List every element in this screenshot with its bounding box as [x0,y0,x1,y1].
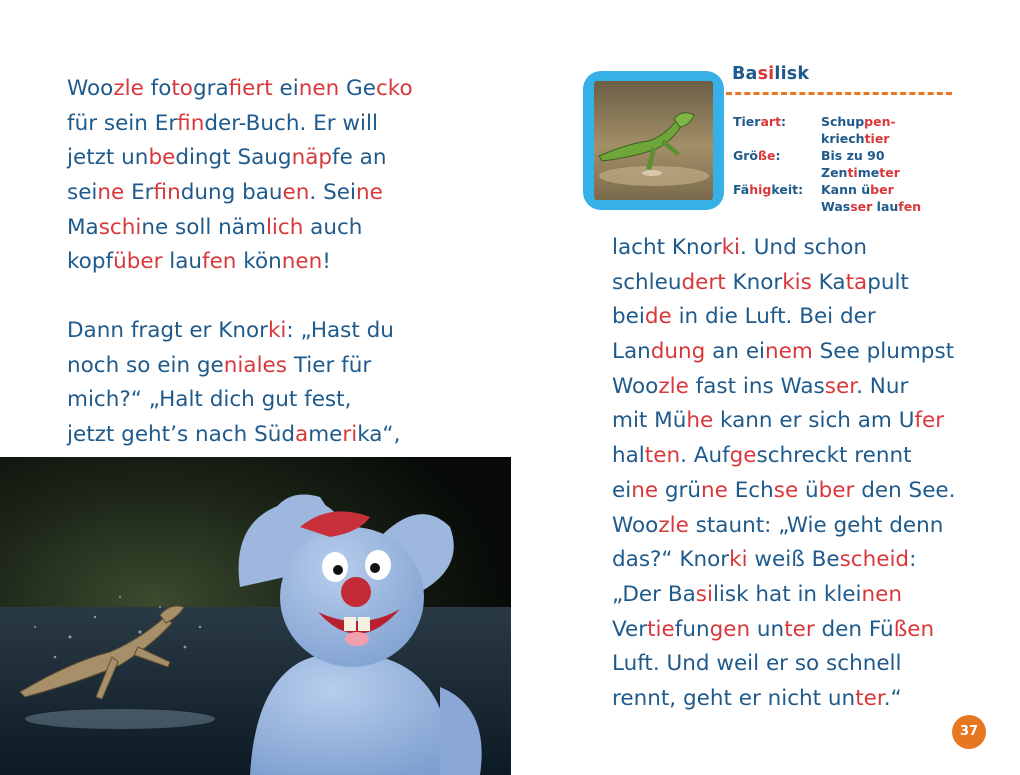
text-line [612,682,955,717]
syllable: kann er sich am U [713,408,915,434]
syllable: ter [784,616,815,642]
syllable: . Auf [680,443,730,469]
syllable: Bis zu 90 [821,148,885,163]
syllable: ki [267,318,287,343]
syllable: ter [879,165,900,180]
syllable: un [750,616,785,642]
syllable: kriech [821,131,865,146]
basilisk-thumbnail-frame [583,71,724,210]
syllable: ter [855,685,884,711]
syllable: tie [647,616,675,642]
syllable: lich [265,214,304,240]
story-paragraph-2 [67,314,400,453]
syllable: Knor [725,269,783,295]
syllable: noch so ein ge [67,352,224,378]
syllable: ber [818,477,855,503]
syllable: fo [143,76,172,101]
story-paragraph-1 [67,72,413,280]
text-line [612,370,955,405]
syllable: les [256,352,287,378]
syllable: gra [192,76,229,101]
syllable: en [282,180,310,206]
text-line [67,245,413,280]
text-line [67,72,413,107]
syllable: Schup [821,114,865,129]
text-line [612,647,955,682]
syllable: ne [631,477,659,503]
text-line [612,613,955,648]
syllable: tier [864,131,890,146]
text-line [612,335,955,370]
info-value-line [821,113,896,130]
syllable: nia [223,352,257,378]
syllable: Tier [733,114,761,129]
syllable: ßen [893,616,935,642]
syllable: Zen [821,165,848,180]
syllable: Ba [732,64,758,84]
info-box-divider [726,92,952,95]
syllable: rennt, geht er nicht un [612,685,856,711]
syllable: Luft. Und weil er so schnell [612,651,902,677]
info-value-groesse [821,147,900,181]
syllable: : [775,148,781,163]
syllable: be [148,145,176,171]
syllable: : „Hast du [286,318,394,343]
syllable: Kann ü [821,182,871,197]
syllable: lisk [774,64,810,84]
syllable: ne [701,477,728,503]
syllable: See plumpst [812,339,955,365]
info-value-line [821,181,921,198]
info-value-line [821,147,900,164]
syllable: dung bau [180,180,283,206]
syllable: kis [782,269,812,295]
syllable: fer [914,408,945,434]
info-value-tierart [821,113,896,147]
syllable: ße [758,148,776,163]
page-number: 37 [952,715,986,749]
syllable: ü [798,477,819,503]
syllable: auch [303,214,363,240]
syllable: ne [97,180,125,206]
syllable: gen [709,616,751,642]
syllable: ! [322,249,331,275]
text-line [67,107,413,142]
syllable: den See. [854,477,956,503]
text-line [612,578,955,613]
syllable: Lan [612,339,651,365]
syllable: lacht Knor [612,235,722,260]
info-label-tierart [733,113,786,130]
syllable: Ge [339,76,376,101]
syllable: ten [644,443,681,469]
syllable: für sein Er [67,110,178,136]
syllable: ne soll näm [141,214,266,240]
syllable: Ka [811,269,846,295]
text-line [612,404,955,439]
syllable: nem [765,339,813,365]
story-paragraph-3 [612,231,955,717]
syllable: weiß Be [747,547,840,573]
syllable: hal [612,443,645,469]
syllable: nen [861,581,902,607]
syllable: Woo [612,512,659,538]
text-line [612,509,955,544]
syllable: Ma [67,214,99,240]
syllable: de [644,304,672,330]
syllable: to [171,76,193,101]
syllable: hig [749,182,772,197]
syllable: jetzt geht’s nach Süd [67,422,295,448]
syllable: staunt: „Wie geht denn [688,512,944,538]
basilisk-thumbnail [594,81,713,200]
syllable: ta [845,269,868,295]
syllable: ei [272,76,299,101]
syllable: zle [658,512,689,538]
syllable: me [857,165,880,180]
text-line [612,474,955,509]
syllable: fun [674,616,710,642]
syllable: . Nur [856,373,909,399]
syllable: ge [729,443,757,469]
syllable: ber [870,182,894,197]
syllable: dert [681,269,726,295]
text-line [612,231,955,266]
syllable: den Fü [814,616,894,642]
syllable: nen [281,249,323,275]
text-line [612,543,955,578]
puppet-and-basilisk-photo [0,457,511,775]
text-line [612,439,955,474]
syllable: ser [824,373,857,399]
syllable: Er [124,180,154,206]
syllable: Grö [733,148,759,163]
syllable: zle [658,373,689,399]
syllable: : [909,547,917,573]
syllable: ri [342,422,358,448]
syllable: me [308,422,343,448]
syllable: Fä [733,182,750,197]
syllable: Was [821,199,851,214]
text-line [67,383,400,418]
syllable: ki [721,235,741,260]
syllable: ser [850,199,873,214]
syllable: pult [867,269,909,295]
info-label-groesse [733,147,780,164]
syllable: ei [612,477,632,503]
syllable: dung [650,339,706,365]
info-value-line [821,130,896,147]
syllable: sei [67,180,98,206]
text-line [67,418,400,453]
syllable: in die Luft. Bei der [671,304,876,330]
syllable: . Sei [309,180,356,206]
syllable: lau [872,199,899,214]
syllable: kopf [67,249,114,275]
syllable: fast ins Was [688,373,825,399]
syllable: mich?“ „Halt dich gut fest, [67,387,352,413]
syllable: nen [298,76,340,101]
info-value-line [821,198,921,215]
text-line [612,300,955,335]
syllable: cko [375,76,413,101]
syllable: fin [153,180,181,206]
syllable: .“ [883,685,902,711]
syllable: lisk hat in klei [712,581,862,607]
syllable: scheid [839,547,910,573]
syllable: ka“, [357,422,401,448]
syllable: das?“ Knor [612,547,730,573]
syllable: fe an [332,145,387,171]
syllable: kön [236,249,282,275]
syllable: he [686,408,714,434]
syllable: keit: [771,182,804,197]
syllable: a [295,422,309,448]
syllable: si [695,581,713,607]
syllable: fin [177,110,205,136]
syllable: ti [847,165,858,180]
text-line [67,141,413,176]
syllable: fiert [228,76,273,101]
syllable: bei [612,304,645,330]
syllable: über [113,249,163,275]
syllable: art [760,114,782,129]
syllable: der-Buch. Er will [204,110,378,136]
syllable: pen- [864,114,896,129]
syllable: schi [98,214,142,240]
syllable: Woo [67,76,114,101]
syllable: jetzt un [67,145,149,171]
syllable: si [757,64,775,84]
syllable: fen [898,199,922,214]
syllable: zle [113,76,144,101]
syllable: „Der Ba [612,581,696,607]
syllable: dingt Saug [175,145,292,171]
text-line [67,349,400,384]
syllable: se [773,477,799,503]
syllable: Ech [727,477,774,503]
info-value-line [821,164,900,181]
text-line [67,211,413,246]
syllable: Ver [612,616,648,642]
syllable: mit Mü [612,408,687,434]
info-label-faehigkeit [733,181,803,198]
syllable: fen [202,249,237,275]
text-line [612,266,955,301]
syllable: Tier für [286,352,372,378]
syllable: schreckt rennt [756,443,912,469]
text-line [67,176,413,211]
syllable: näp [291,145,333,171]
syllable: ki [729,547,748,573]
syllable: . Und schon [740,235,867,260]
syllable: schleu [612,269,682,295]
info-value-faehigkeit [821,181,921,215]
syllable: Woo [612,373,659,399]
text-line [67,314,400,349]
syllable: : [781,114,787,129]
syllable: lau [162,249,203,275]
syllable: an ei [705,339,766,365]
syllable: ne [355,180,383,206]
info-box-title [732,64,809,84]
syllable: Dann fragt er Knor [67,318,268,343]
syllable: grü [658,477,702,503]
